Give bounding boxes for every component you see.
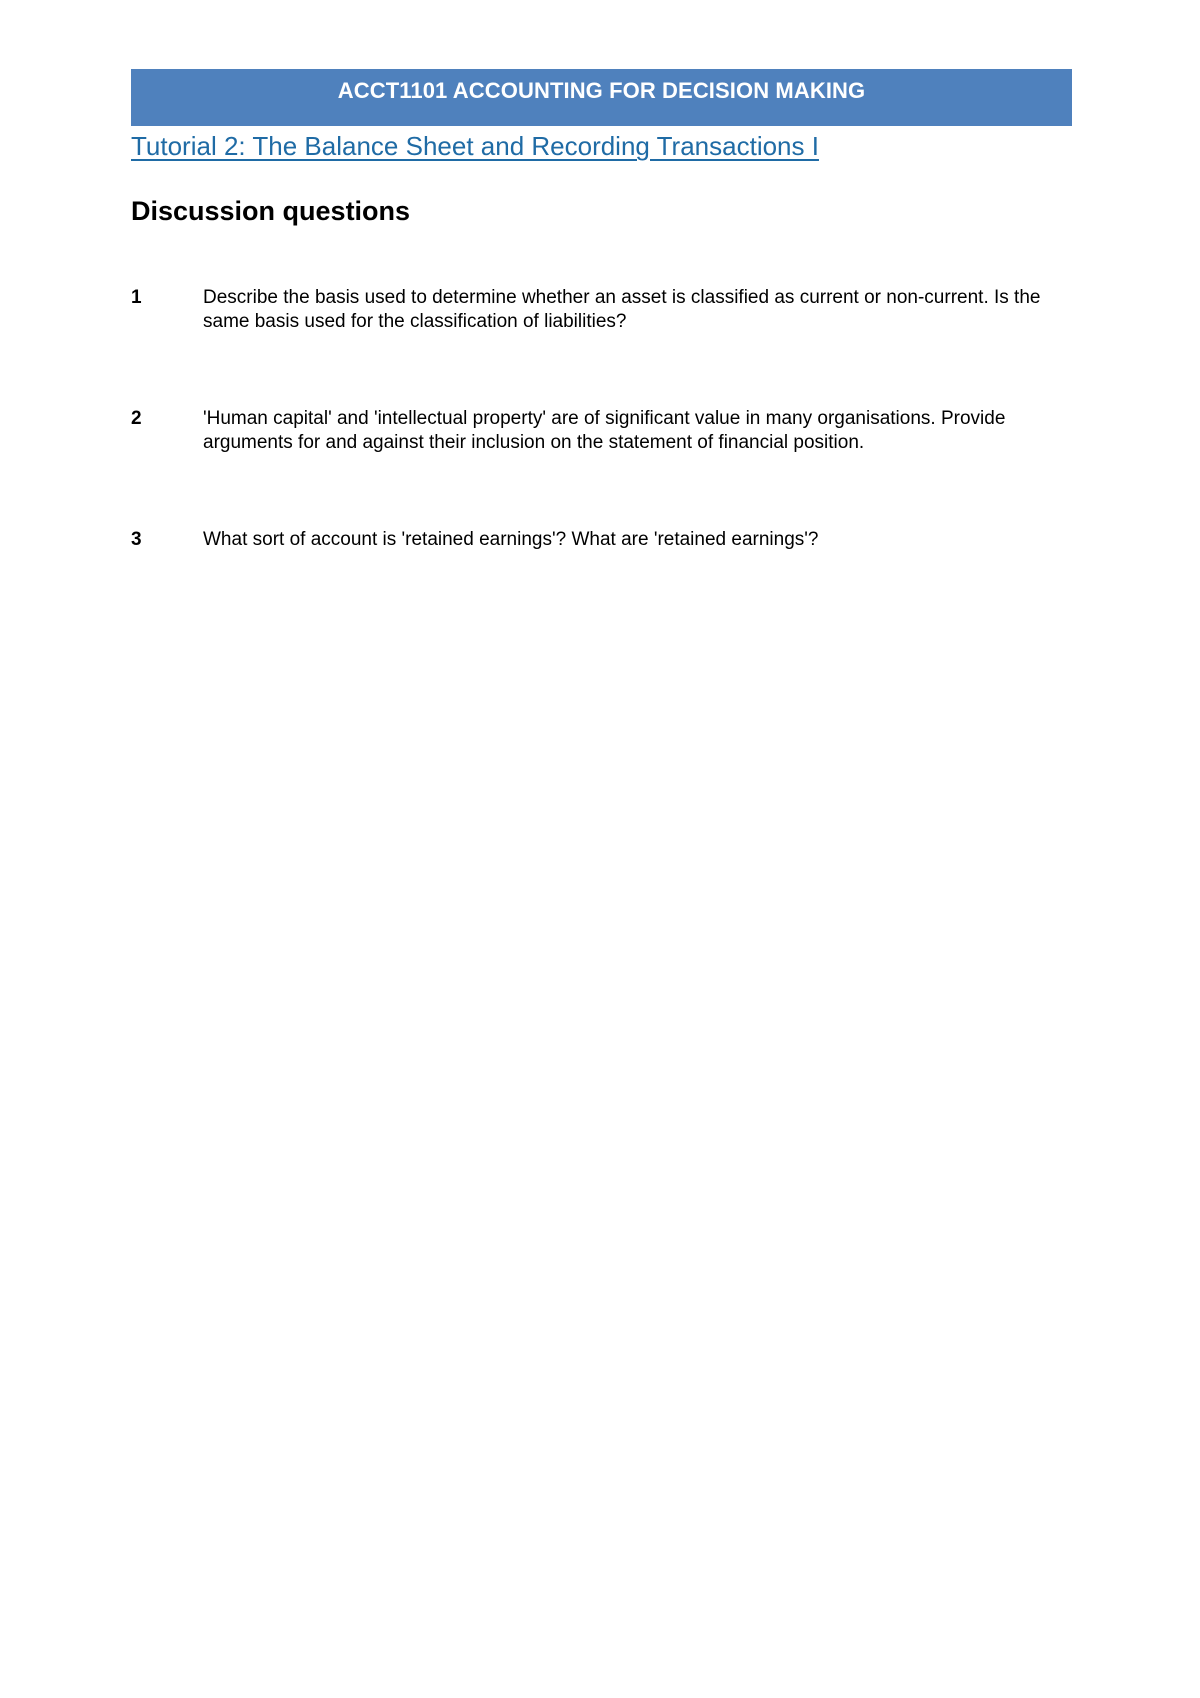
question-item	[131, 407, 1074, 455]
question-number: 2	[131, 408, 142, 429]
question-text: Describe the basis used to determine whether an asset is classified as current or non-current. Is the same basis used for the classification of liabilities?	[203, 287, 1041, 332]
question-item	[131, 286, 1074, 334]
tutorial-title: Tutorial 2: The Balance Sheet and Recording Transactions I	[131, 131, 819, 161]
question-text: 'Human capital' and 'intellectual property' are of significant value in many organisations. Provide arguments for and against their inclusion on the statement of financial position.	[203, 408, 1006, 453]
question-number: 3	[131, 529, 142, 550]
course-banner	[131, 69, 1072, 126]
course-title: ACCT1101 ACCOUNTING FOR DECISION MAKING	[337, 78, 866, 103]
question-item	[131, 528, 1074, 552]
section-heading: Discussion questions	[131, 196, 411, 226]
question-text: What sort of account is 'retained earnings'? What are 'retained earnings'?	[203, 529, 819, 550]
question-number: 1	[131, 287, 142, 308]
